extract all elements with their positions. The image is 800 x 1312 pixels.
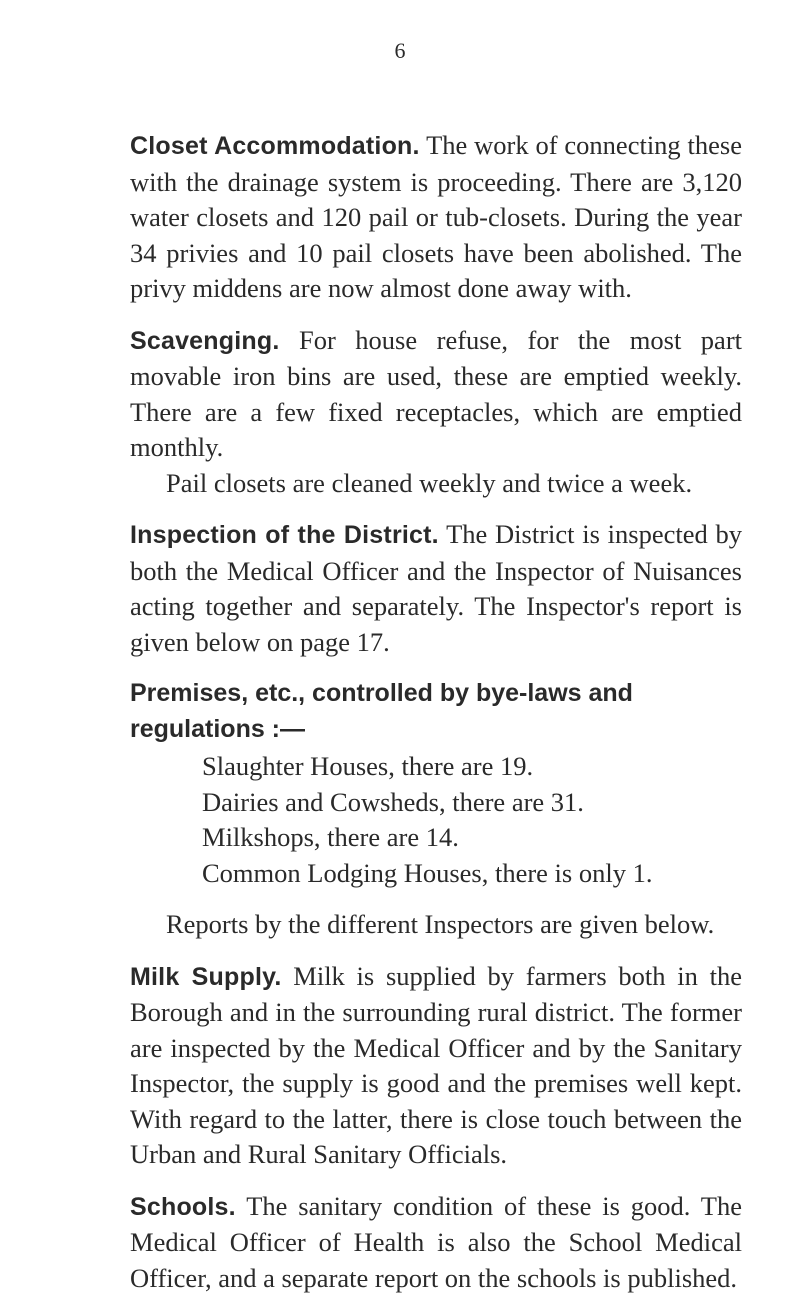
heading-schools: Schools.	[130, 1192, 236, 1221]
paragraph-scavenging: For house refuse, for the most part movable iron bins are used, these are emptied weekly. There are a few fixed receptacles, which are emptied monthly.	[130, 324, 743, 462]
page-number: 6	[394, 38, 406, 63]
list-item: Dairies and Cowsheds, there are 31.	[202, 786, 584, 817]
premises-list	[130, 749, 742, 891]
paragraph-reports: Reports by the different Inspectors are given below.	[166, 909, 715, 939]
paragraph-schools: The sanitary condition of these is good. The Medical Officer of Health is also the School Medical Officer, and a separate report on the schools is published.	[130, 1190, 742, 1293]
list-item: Common Lodging Houses, there is only 1.	[202, 857, 653, 888]
section-schools	[130, 1189, 742, 1297]
section-closet-accommodation	[130, 128, 742, 307]
list-item: Slaughter Houses, there are 19.	[202, 751, 534, 781]
heading-scavenging: Scavenging.	[130, 326, 280, 355]
heading-inspection: Inspection of the District.	[130, 521, 439, 549]
heading-milk-supply: Milk Supply.	[130, 962, 282, 991]
section-scavenging	[130, 323, 742, 466]
paragraph-pail-closets: Pail closets are cleaned weekly and twice a week.	[166, 467, 693, 498]
paragraph-milk-supply: Milk is supplied by farmers both in the Borough and in the surrounding rural district. The former are inspected by the Medical Officer and by the Sanitary Inspector, the supply is good and the premises well kept. With regard to the latter, there is close touch between the Urban and Rural Sanitary Officials.	[130, 960, 742, 1169]
page-body	[130, 128, 742, 1312]
heading-closet-accommodation: Closet Accommodation.	[130, 132, 420, 160]
list-item: Milkshops, there are 14.	[202, 822, 459, 852]
section-inspection	[130, 517, 742, 660]
paragraph-inspection: The District is inspected by both the Medical Officer and the Inspector of Nuisances acting together and separately. The Inspector's report is given below on page 17.	[130, 519, 742, 657]
paragraph-closet-accommodation: The work of connecting these with the drainage system is proceeding. There are 3,120 water closets and 120 pail or tub-closets. During the year 34 privies and 10 pail closets have been abolished. The privy middens are now almost done away with.	[130, 130, 743, 303]
heading-premises: Premises, etc., controlled by bye-laws and regulations :—	[130, 679, 633, 743]
section-milk-supply	[130, 959, 742, 1173]
